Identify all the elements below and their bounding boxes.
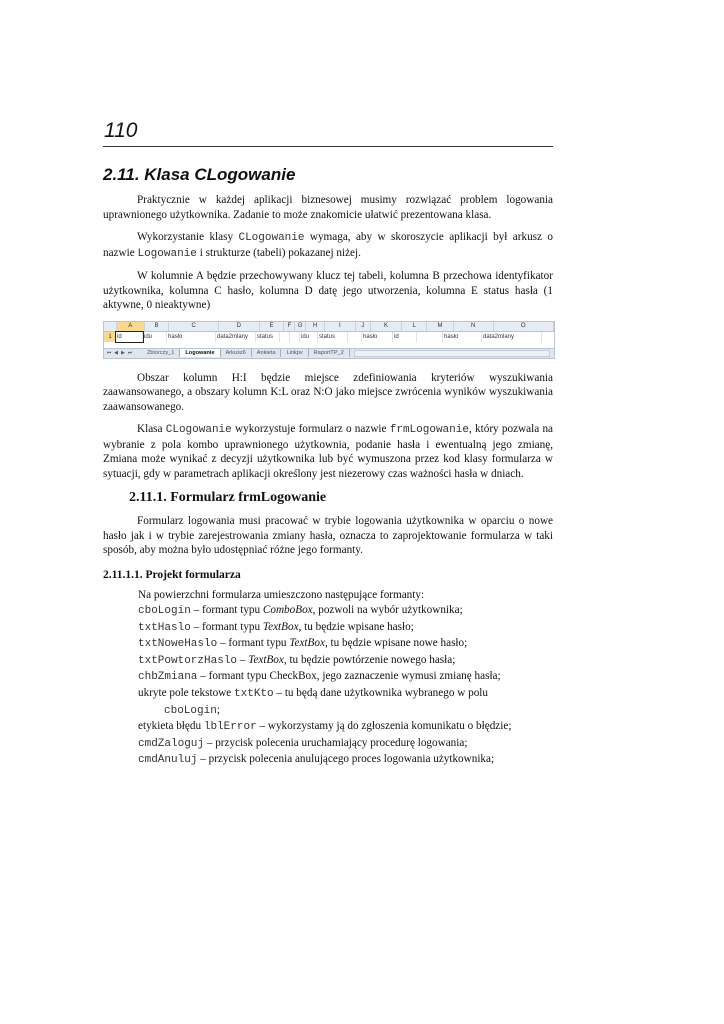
page-number: 110 — [104, 119, 138, 142]
code-class-name: CLogowanie — [165, 424, 232, 436]
list-item: txtPowtorzHaslo – TextBox, tu będzie powtórzenie nowego hasła; — [138, 653, 456, 667]
column-header-a: A — [117, 322, 145, 331]
last-sheet-icon[interactable]: ⏭ — [127, 350, 133, 356]
sheet-tab[interactable]: RaportTP_2 — [309, 349, 350, 357]
list-item: cmdAnuluj – przycisk polecenia anulującego proces logowania użytkownika; — [138, 753, 495, 767]
section-title: 2.11. Klasa CLogowanie — [103, 165, 296, 184]
spreadsheet-figure — [103, 321, 555, 359]
document-page — [103, 118, 553, 769]
list-item: etykieta błędu lblError – wykorzystamy ją do zgłoszenia komunikatu o błędzie; — [138, 720, 512, 734]
sheet-tab[interactable]: Zbiorczy_1 — [142, 349, 180, 357]
first-sheet-icon[interactable]: ⏮ — [106, 350, 112, 356]
sheet-tab[interactable]: Arkusz6 — [221, 349, 252, 357]
sheet-tab[interactable]: Linkpv — [281, 349, 308, 357]
sheet-row-1: 1 id idu hasło data2mlany status idu status hasło id hasło data2mlany — [104, 332, 554, 342]
prev-sheet-icon[interactable]: ◀ — [114, 350, 118, 356]
list-item: txtHaslo – formant typu TextBox, tu będzie wpisane hasło; — [138, 620, 414, 634]
paragraph-form: Klasa CLogowanie wykorzystuje formularz o nazwie frmLogowanie, który pozwala na wybranie z pola kombo uprawnionego użytkownia, podanie hasła i ewentualną jego zmianę, Zmiana może wynikać z decyzji użytkownika lub być wymuszona przez kod klasy formularza w sytuacji, gdy w parametrach aplikacji określony jest niezerowy czas ważności hasła w dniach. — [103, 423, 554, 480]
list-intro: Na powierzchni formularza umieszczono następujące formanty: — [138, 588, 425, 601]
sheet-nav-buttons — [104, 350, 142, 356]
list-item: cmdZaloguj – przycisk polecenia uruchamiający procedurę logowania; — [138, 736, 468, 750]
header-rule — [103, 146, 553, 147]
column-headers: A B C D E F G H I J K L M N O — [104, 322, 554, 332]
paragraph-form-modes: Formularz logowania musi pracować w trybie logowania użytkownika w oparciu o nowe hasło jak i w trybie zarejestrowania zmiany hasła, oznacza to zaprojektowanie formularza w taki sposób, aby można było udostępniać różne jego formanty. — [103, 515, 553, 556]
subsection-title: 2.11.1. Formularz frmLogowanie — [129, 490, 327, 505]
code-sheet-name: Logowanie — [137, 247, 197, 260]
list-item: ukryte pole tekstowe txtKto – tu będą dane użytkownika wybranego w polu — [138, 687, 488, 701]
subsubsection-title: 2.11.1.1. Projekt formularza — [103, 568, 241, 581]
paragraph-intro: Praktycznie w każdej aplikacji biznesowej musimy rozwiązać problem logowania uprawnionego użytkownika. Zadanie to może znakomicie ułatwić prezentowana klasa. — [103, 194, 553, 221]
active-cell: id — [116, 332, 143, 342]
controls-list — [138, 588, 553, 770]
list-item: txtNoweHaslo – formant typu TextBox, tu będzie wpisane nowe hasło; — [138, 637, 468, 651]
code-form-name: frmLogowanie — [389, 424, 469, 436]
sheet-tabs-bar — [104, 348, 554, 358]
sheet-tab-active[interactable]: Logowanie — [180, 349, 220, 357]
horizontal-scrollbar[interactable] — [354, 350, 550, 357]
sheet-tab[interactable]: Ankieta — [252, 349, 282, 357]
code-class-name: CLogowanie — [238, 232, 305, 244]
list-item: chbZmiana – formant typu CheckBox, jego zaznaczenie wymusi zmianę hasła; — [138, 670, 501, 684]
paragraph-usage: Wykorzystanie klasy CLogowanie wymaga, aby w skoroszycie aplikacji był arkusz o nazwie Logowanie i strukturze (tabeli) pokazanej niżej. — [103, 231, 553, 260]
paragraph-columns: W kolumnie A będzie przechowywany klucz tej tabeli, kolumna B przechowa identyfikator użytkownika, kolumna C hasło, kolumna D datę jego utworzenia, kolumna E status hasła (1 aktywne, 0 nieaktywne) — [103, 270, 553, 311]
next-sheet-icon[interactable]: ▶ — [121, 350, 125, 356]
list-item: cboLogin – formant typu ComboBox, pozwoli na wybór użytkownika; — [138, 604, 463, 618]
list-item-continuation: cboLogin; — [164, 703, 220, 717]
paragraph-areas: Obszar kolumn H:I będzie miejsce zdefiniowania kryteriów wyszukiwania zaawansowanego, a obszary kolumn K:L oraz N:O jako miejsce zwrócenia wyników wyszukiwania zaawansowanego. — [103, 371, 553, 413]
